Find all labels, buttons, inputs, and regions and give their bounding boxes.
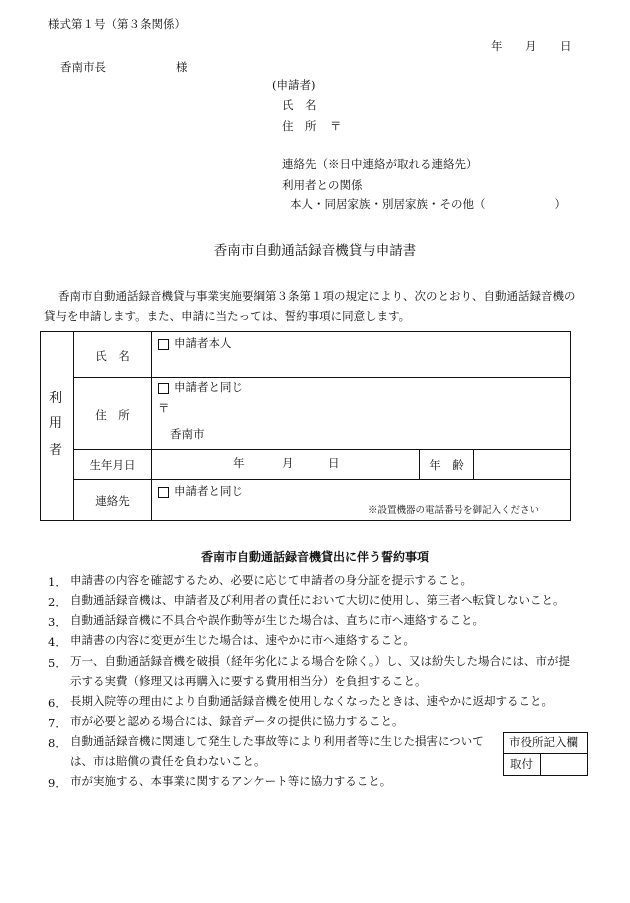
pledge-number: 2． bbox=[48, 595, 67, 609]
pledge-number: 6． bbox=[48, 696, 67, 710]
pledge-text: 市が実施する、本事業に関するアンケート等に協力すること。 bbox=[70, 774, 392, 788]
pledge-text: 市が必要と認める場合には、録音データの提供に協力すること。 bbox=[70, 714, 404, 728]
row-label-name: 氏 名 bbox=[95, 349, 130, 363]
pledge-text: 自動通話録音機に関連して発生した事故等により利用者等に生じた損害について bbox=[70, 734, 484, 748]
office-box-label: 取付 bbox=[510, 757, 533, 771]
pledge-text: 申請書の内容に変更が生じた場合は、速やかに市へ連絡すること。 bbox=[70, 633, 415, 647]
pledge-text: 自動通話録音機は、申請者及び利用者の責任において大切に使用し、第三者へ転貸しないこと。 bbox=[70, 593, 565, 607]
pledge-number: 5． bbox=[48, 656, 67, 670]
pledge-number: 1． bbox=[48, 575, 67, 589]
pledge-text: 長期入院等の理由により自動通話録音機を使用しなくなったときは、速やかに返却すること。 bbox=[70, 694, 553, 708]
date-day: 日 bbox=[560, 39, 572, 53]
applicant-contact-label: 連絡先（※日中連絡が取れる連絡先） bbox=[282, 157, 478, 171]
pledge-text-continued: は、市は賠償の責任を負わないこと。 bbox=[70, 754, 266, 768]
applicant-relation-options: 本人・同居家族・別居家族・その他（ ） bbox=[290, 197, 566, 211]
pledge-text: 申請書の内容を確認するため、必要に応じて申請者の身分証を提示すること。 bbox=[70, 573, 473, 587]
pledge-title: 香南市自動通話録音機貸出に伴う誓約事項 bbox=[200, 550, 429, 564]
pledge-number: 8． bbox=[48, 736, 67, 750]
applicant-postal-mark: 〒 bbox=[330, 119, 342, 133]
date-year: 年 bbox=[491, 39, 503, 53]
birth-year: 年 bbox=[233, 456, 245, 470]
applicant-heading: (申請者) bbox=[272, 78, 316, 92]
row-label-birthdate: 生年月日 bbox=[89, 458, 136, 472]
pledge-text: 万一、自動通話録音機を破損（経年劣化による場合を除く。）し、又は紛失した場合には、市が提 bbox=[70, 654, 571, 668]
birth-month: 月 bbox=[282, 456, 294, 470]
checkbox-address-same[interactable] bbox=[158, 383, 169, 394]
pledge-number: 4． bbox=[48, 635, 67, 649]
pledge-text-continued: 示する実費（修理又は再購入に要する費用相当分）を負担すること。 bbox=[70, 674, 427, 688]
row-label-address: 住 所 bbox=[95, 408, 130, 422]
office-box-install-field[interactable] bbox=[541, 754, 587, 775]
option-applicant-self: 申請者本人 bbox=[174, 336, 232, 350]
applicant-name-label: 氏 名 bbox=[282, 98, 317, 112]
form-number: 様式第１号（第３条関係） bbox=[48, 17, 186, 31]
pledge-number: 7． bbox=[48, 716, 67, 730]
checkbox-applicant-self[interactable] bbox=[158, 339, 169, 350]
applicant-address-label: 住 所 bbox=[282, 119, 317, 133]
option-address-same: 申請者と同じ bbox=[174, 380, 243, 394]
contact-note: ※設置機器の電話番号を御記入ください bbox=[368, 505, 540, 516]
date-month: 月 bbox=[525, 39, 537, 53]
birth-day: 日 bbox=[328, 456, 340, 470]
side-label-1: 利 bbox=[49, 391, 63, 406]
office-box-header: 市役所記入欄 bbox=[509, 735, 578, 749]
document-title: 香南市自動通話録音機貸与申請書 bbox=[213, 243, 417, 259]
side-label-3: 者 bbox=[49, 443, 63, 458]
checkbox-contact-same[interactable] bbox=[158, 487, 169, 498]
address-postal-mark: 〒 bbox=[158, 401, 170, 415]
side-label-2: 用 bbox=[49, 416, 63, 431]
intro-line-2: 貸与を申請します。また、申請に当たっては、誓約事項に同意します。 bbox=[44, 309, 411, 323]
pledge-text: 自動通話録音機に不具合や誤作動等が生じた場合は、直ちに市へ連絡すること。 bbox=[70, 613, 484, 627]
addressee-name: 香南市長 bbox=[60, 60, 106, 74]
row-label-contact: 連絡先 bbox=[95, 494, 130, 508]
intro-line-1: 香南市自動通話録音機貸与事業実施要綱第３条第１項の規定により、次のとおり、自動通話録音機の bbox=[58, 289, 576, 303]
pledge-number: 3． bbox=[48, 615, 67, 629]
option-contact-same: 申請者と同じ bbox=[174, 484, 243, 498]
pledge-number: 9． bbox=[48, 776, 67, 790]
row-label-age: 年 齢 bbox=[429, 458, 464, 472]
applicant-relation-label: 利用者との関係 bbox=[282, 178, 363, 192]
address-city: 香南市 bbox=[170, 427, 205, 441]
addressee-honorific: 様 bbox=[176, 60, 188, 74]
